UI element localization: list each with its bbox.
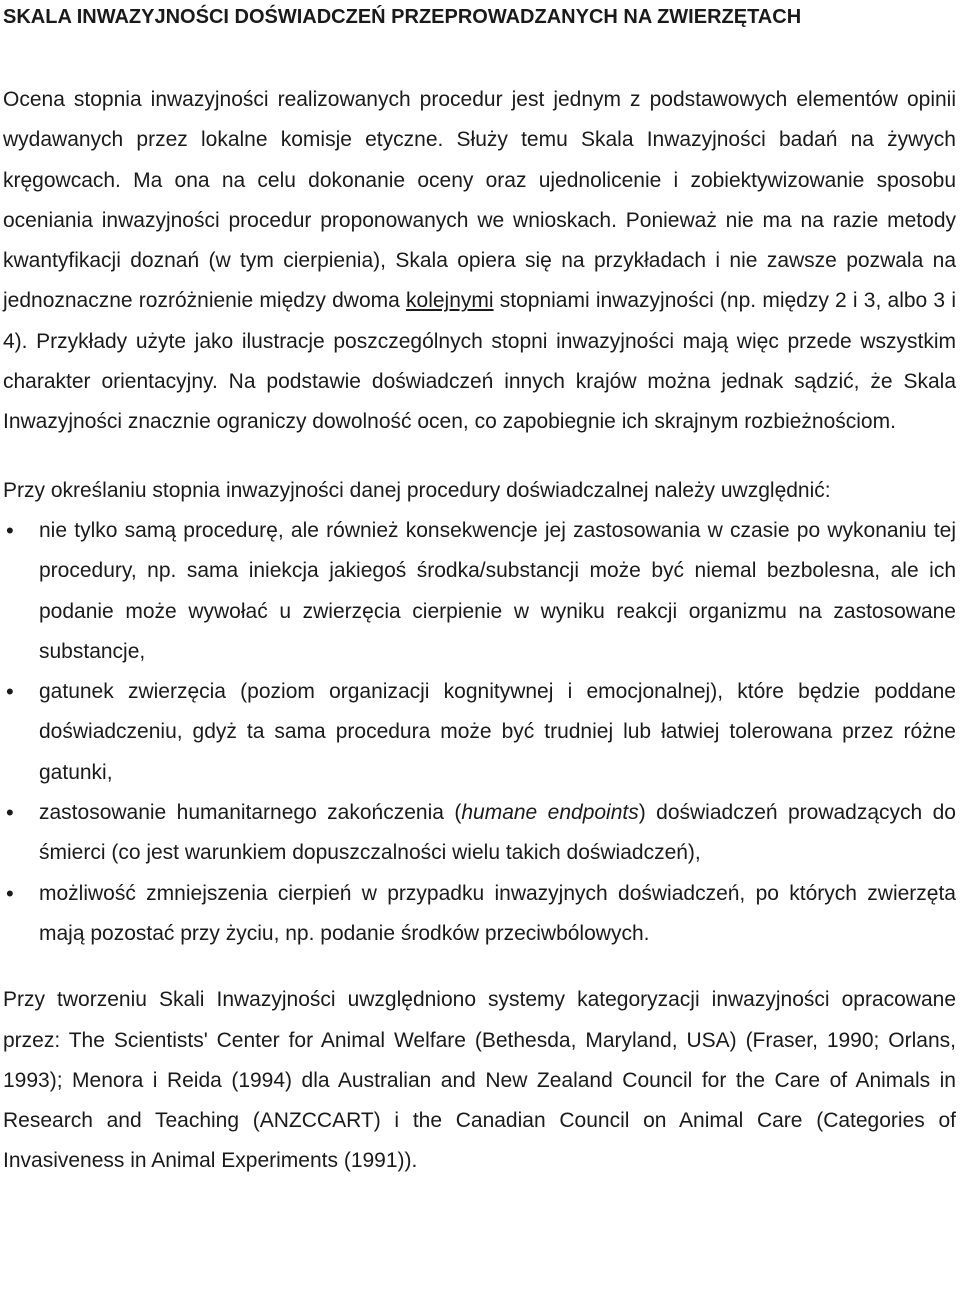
list-item [3, 793, 956, 874]
intro-underlined-word: kolejnymi [406, 289, 494, 313]
list-item [3, 672, 956, 793]
bullet-icon: • [6, 517, 14, 543]
list-item-text: nie tylko samą procedurę, ale również konsekwencje jej zastosowania w czasie po wykonaniu tej procedury, np. sama iniekcja jakiegoś środka/substancji może być niemal bezbolesna, ale ich podanie może wywołać u zwierzęcia cierpienie w wyniku reakcji organizmu na zastosowane substancje, [39, 518, 956, 663]
intro-text-part2: stopniami inwazyjności (np. między 2 i 3, albo 3 i 4). Przykłady użyte jako ilustracje poszczególnych stopni inwazyjności mają więc przede wszystkim charakter orientacyjny. Na podstawie doświadczeń innych krajów można jednak sądzić, że Skala Inwazyjności znacznie ograniczy dowolność ocen, co zapobiegnie ich skrajnym rozbieżnościom. [3, 289, 956, 434]
list-item [3, 874, 956, 955]
list-item [3, 511, 956, 672]
list-item-text-after: ) doświadczeń prowadzących do śmierci (co jest warunkiem dopuszczalności wielu takich doświadczeń), [39, 801, 956, 865]
list-item-text-before: zastosowanie humanitarnego zakończenia ( [39, 801, 462, 825]
intro-paragraph [3, 80, 956, 443]
bullet-icon: • [6, 880, 14, 906]
intro-text-part1: Ocena stopnia inwazyjności realizowanych procedur jest jednym z podstawowych elementów opinii wydawanych przez lokalne komisje etyczne. Służy temu Skala Inwazyjności badań na żywych kręgowcach. Ma ona na celu dokonanie oceny oraz ujednolicenie i zobiektywizowanie sposobu oceniania inwazyjności procedur proponowanych we wnioskach. Ponieważ nie ma na razie metody kwantyfikacji doznań (w tym cierpienia), Skala opiera się na przykładach i nie zawsze pozwala na jednoznaczne rozróżnienie między dwoma [3, 88, 956, 313]
list-item-italic-term: humane endpoints [461, 801, 639, 825]
document-title: SKALA INWAZYJNOŚCI DOŚWIADCZEŃ PRZEPROWADZANYCH NA ZWIERZĘTACH [3, 6, 802, 28]
criteria-intro: Przy określaniu stopnia inwazyjności danej procedury doświadczalnej należy uwzględnić: [3, 478, 831, 502]
bullet-icon: • [6, 679, 14, 705]
document-page [3, 0, 956, 1182]
list-item-text: gatunek zwierzęcia (poziom organizacji kognitywnej i emocjonalnej), które będzie poddane doświadczeniu, gdyż ta sama procedura może być trudniej lub łatwiej tolerowana przez różne gatunki, [39, 680, 956, 784]
criteria-list [3, 511, 956, 954]
bullet-icon: • [6, 800, 14, 826]
list-item-text: możliwość zmniejszenia cierpień w przypadku inwazyjnych doświadczeń, po których zwierzęta mają pozostać przy życiu, np. podanie środków przeciwbólowych. [39, 881, 956, 945]
closing-paragraph: Przy tworzeniu Skali Inwazyjności uwzględniono systemy kategoryzacji inwazyjności opracowane przez: The Scientists' Center for Animal Welfare (Bethesda, Maryland, USA) (Fraser, 1990; Orlans, 1993); Menora i Reida (1994) dla Australian and New Zealand Council for the Care of Animals in Research and Teaching (ANZCCART) i the Canadian Council on Animal Care (Categories of Invasiveness in Animal Experiments (1991)). [3, 988, 956, 1173]
